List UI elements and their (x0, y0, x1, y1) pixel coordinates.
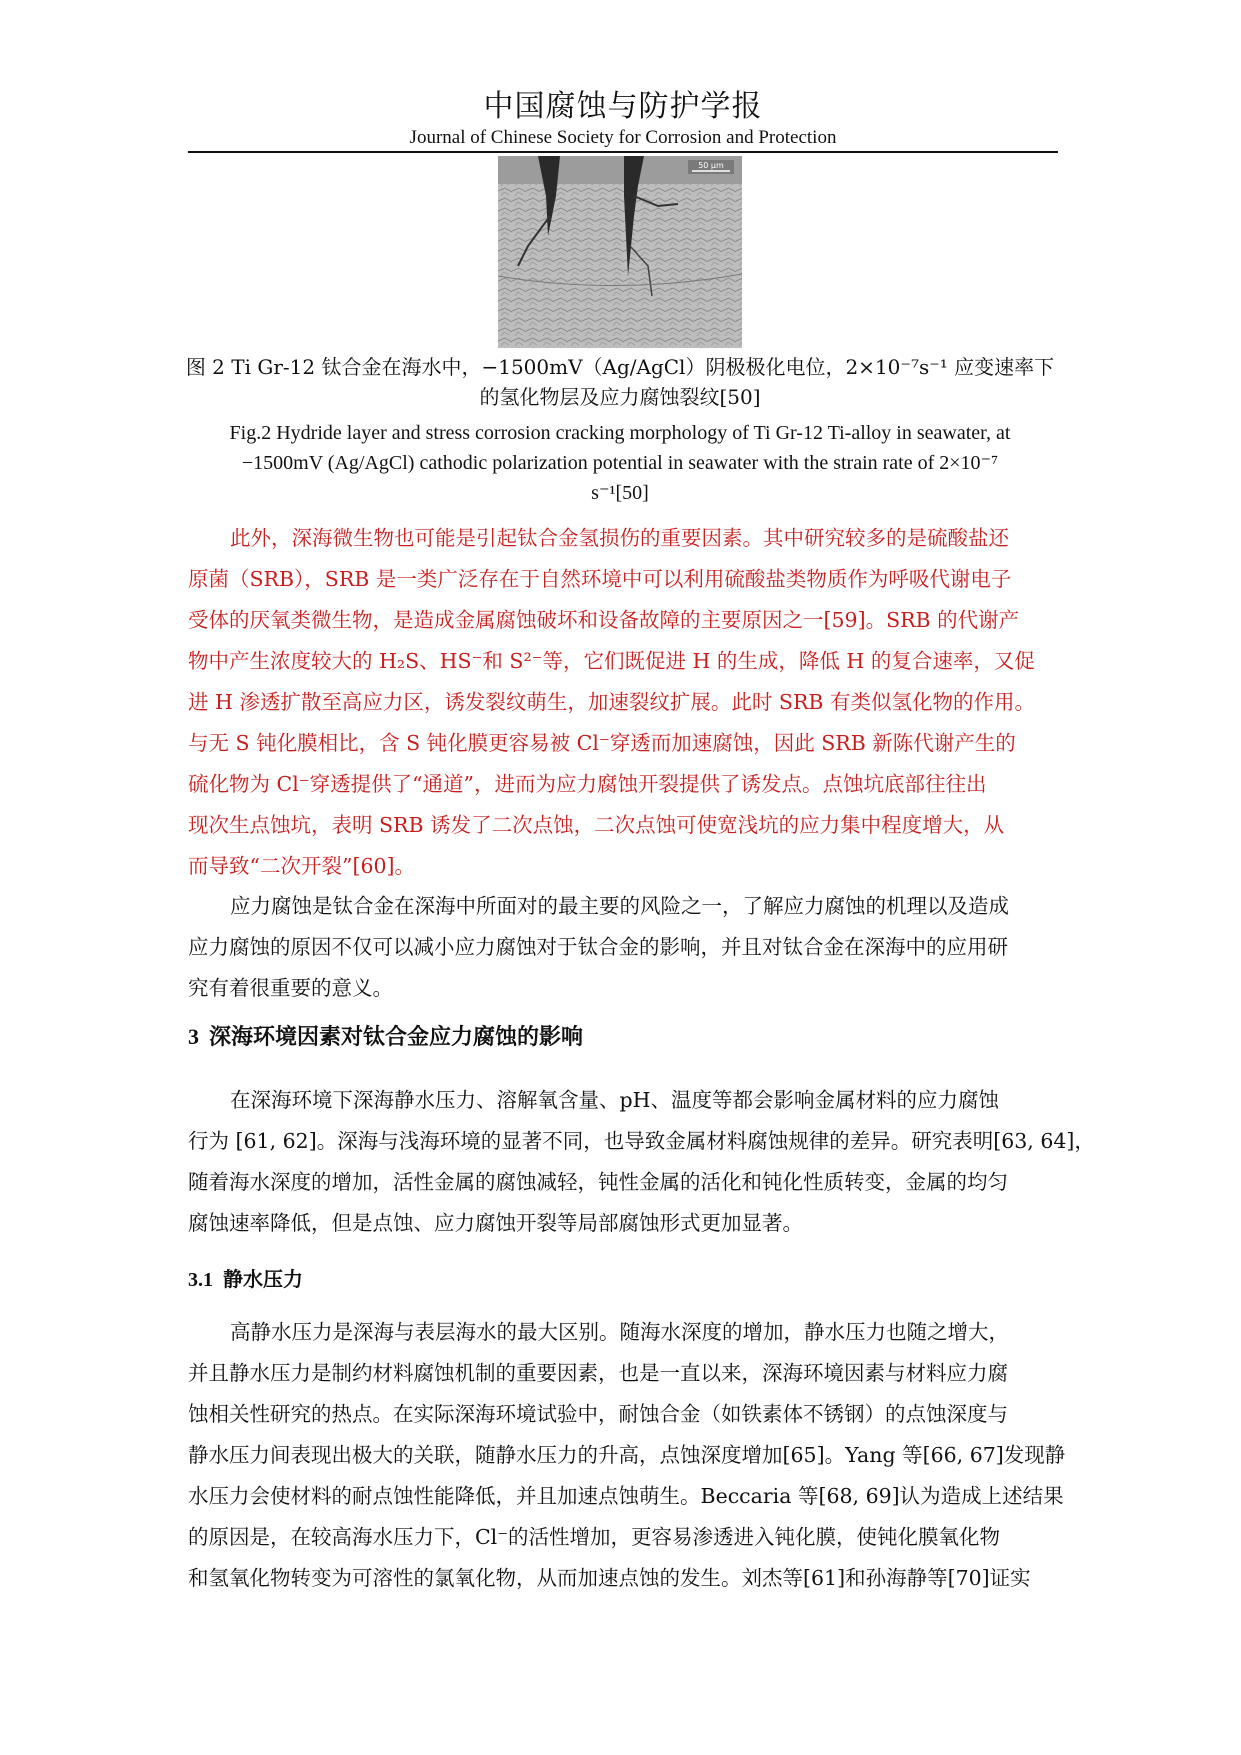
caption-en-line-2: −1500mV (Ag/AgCl) cathodic polarization potential in seawater with the strain rate of 2×10⁻⁷ (241, 452, 999, 474)
paragraph-line: 的原因是，在较高海水压力下，Cl⁻的活性增加，更容易渗透进入钝化膜，使钝化膜氧化物 (188, 1525, 1001, 1549)
paragraph-line: 腐蚀速率降低，但是点蚀、应力腐蚀开裂等局部腐蚀形式更加显著。 (188, 1211, 803, 1235)
paragraph-line: 现次生点蚀坑，表明 SRB 诱发了二次点蚀，二次点蚀可使宽浅坑的应力集中程度增大，从 (188, 813, 1005, 837)
section-title: 静水压力 (223, 1267, 303, 1291)
paragraph-srb (188, 518, 1058, 887)
caption-cn-line-2: 的氢化物层及应力腐蚀裂纹[50] (479, 385, 761, 409)
section-number: 3.1 (188, 1269, 213, 1291)
paragraph-deep-sea-factors (188, 1080, 1095, 1244)
paragraph-line: 物中产生浓度较大的 H₂S、HS⁻和 S²⁻等，它们既促进 H 的生成，降低 H 的复合速率，又促 (188, 649, 1035, 673)
paragraph-line: 静水压力间表现出极大的关联，随静水压力的升高，点蚀深度增加[65]。Yang 等[66, 67]发现静 (188, 1443, 1066, 1467)
paragraph-line: 高静水压力是深海与表层海水的最大区别。随海水深度的增加，静水压力也随之增大， (230, 1320, 1009, 1344)
paragraph-scc-importance (188, 886, 1058, 1009)
section-3-heading (188, 1020, 583, 1051)
section-number: 3 (188, 1024, 199, 1049)
paragraph-line: 进 H 渗透扩散至高应力区，诱发裂纹萌生，加速裂纹扩展。此时 SRB 有类似氢化物的作用。 (188, 690, 1035, 714)
paragraph-line: 原菌（SRB），SRB 是一类广泛存在于自然环境中可以利用硫酸盐类物质作为呼吸代谢电子 (188, 567, 1012, 591)
section-title: 深海环境因素对钛合金应力腐蚀的影响 (209, 1024, 584, 1050)
figure-caption-en (170, 418, 1070, 508)
section-3-1-heading (188, 1263, 303, 1292)
paragraph-line: 随着海水深度的增加，活性金属的腐蚀减轻，钝性金属的活化和钝化性质转变，金属的均匀 (188, 1170, 1008, 1194)
micrograph-image (498, 156, 742, 348)
journal-title-en: Journal of Chinese Society for Corrosion and Protection (409, 127, 837, 148)
paragraph-line: 和氢氧化物转变为可溶性的氯氧化物，从而加速点蚀的发生。刘杰等[61]和孙海静等[70]证实 (188, 1566, 1031, 1590)
paragraph-line: 与无 S 钝化膜相比，含 S 钝化膜更容易被 Cl⁻穿透而加速腐蚀，因此 SRB 新陈代谢产生的 (188, 731, 1016, 755)
paragraph-line: 在深海环境下深海静水压力、溶解氧含量、pH、温度等都会影响金属材料的应力腐蚀 (230, 1088, 999, 1112)
paragraph-line: 并且静水压力是制约材料腐蚀机制的重要因素，也是一直以来，深海环境因素与材料应力腐 (188, 1361, 1008, 1385)
figure-caption-cn (170, 352, 1070, 412)
paragraph-line: 此外，深海微生物也可能是引起钛合金氢损伤的重要因素。其中研究较多的是硫酸盐还 (230, 526, 1009, 550)
paragraph-line: 硫化物为 Cl⁻穿透提供了“通道”，进而为应力腐蚀开裂提供了诱发点。点蚀坑底部往往出 (188, 772, 987, 796)
caption-en-line-1: Fig.2 Hydride layer and stress corrosion cracking morphology of Ti Gr-12 Ti-alloy in seawater, at (229, 422, 1011, 444)
journal-title-cn: 中国腐蚀与防护学报 (483, 89, 763, 124)
paragraph-line: 应力腐蚀是钛合金在深海中所面对的最主要的风险之一，了解应力腐蚀的机理以及造成 (230, 894, 1009, 918)
paragraph-line: 水压力会使材料的耐点蚀性能降低，并且加速点蚀萌生。Beccaria 等[68, 69]认为造成上述结果 (188, 1484, 1064, 1508)
scale-bar-label: 50 μm (698, 161, 724, 170)
journal-header (188, 88, 1058, 150)
paragraph-line: 而导致“二次开裂”[60]。 (188, 854, 416, 878)
paragraph-line: 蚀相关性研究的热点。在实际深海环境试验中，耐蚀合金（如铁素体不锈钢）的点蚀深度与 (188, 1402, 1008, 1426)
paragraph-line: 行为 [61, 62]。深海与浅海环境的显著不同，也导致金属材料腐蚀规律的差异。研究表明[63, 64]， (188, 1129, 1095, 1153)
paragraph-line: 应力腐蚀的原因不仅可以减小应力腐蚀对于钛合金的影响，并且对钛合金在深海中的应用研 (188, 935, 1008, 959)
paragraph-line: 受体的厌氧类微生物，是造成金属腐蚀破坏和设备故障的主要原因之一[59]。SRB 的代谢产 (188, 608, 1020, 632)
caption-en-line-3: s⁻¹[50] (591, 482, 649, 504)
paragraph-line: 究有着很重要的意义。 (188, 976, 393, 1000)
micrograph-figure (498, 156, 742, 348)
header-rule (188, 151, 1058, 153)
paragraph-hydrostatic-pressure (188, 1312, 1066, 1599)
caption-cn-line-1: 图 2 Ti Gr-12 钛合金在海水中，−1500mV（Ag/AgCl）阴极极化电位，2×10⁻⁷s⁻¹ 应变速率下 (185, 355, 1055, 379)
